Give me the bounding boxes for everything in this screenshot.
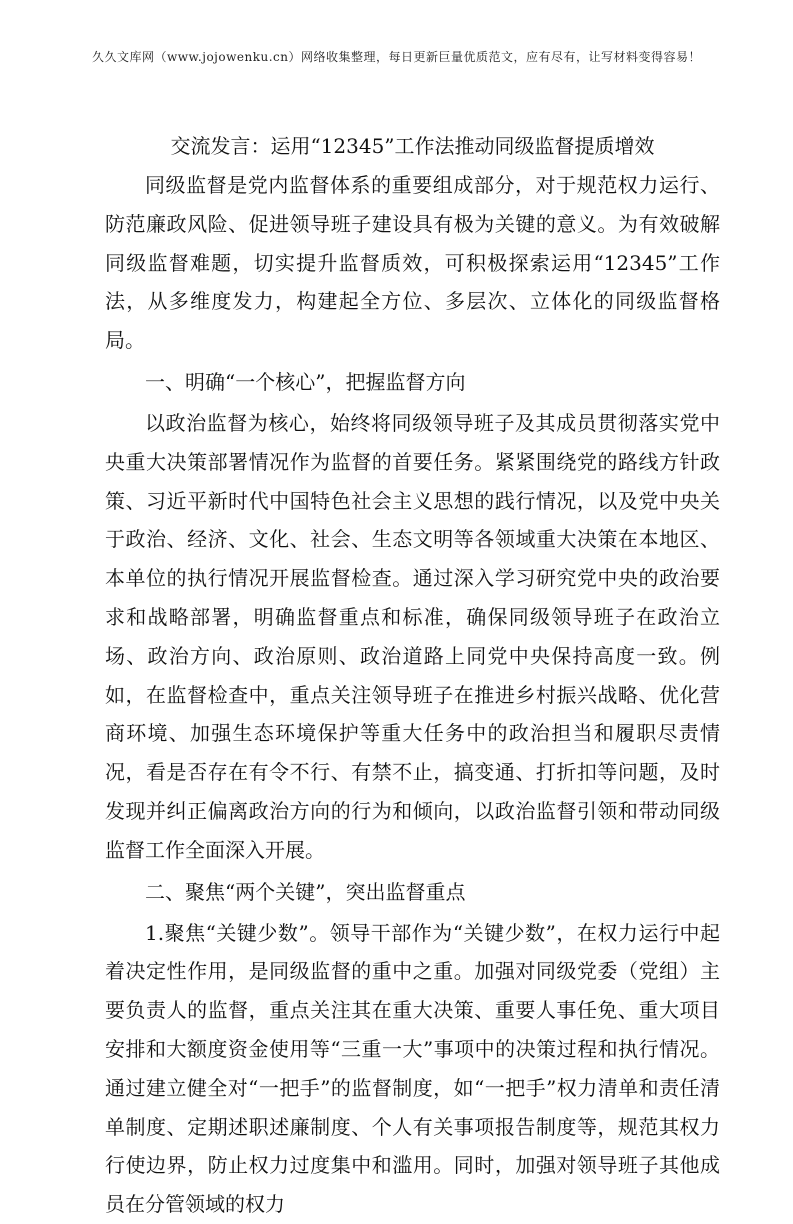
section-2-heading: 二、聚焦“两个关键”，突出监督重点	[145, 879, 466, 904]
intro-paragraph: 同级监督是党内监督体系的重要组成部分，对于规范权力运行、防范廉政风险、促进领导班子建设具有极为关键的意义。为有效破解同级监督难题，切实提升监督质效，可积极探索运用“12345”工作法，从多维度发力，构建起全方位、多层次、立体化的同级监督格局。	[105, 173, 720, 353]
section-2-paragraph: 1.聚焦“关键少数”。领导干部作为“关键少数”，在权力运行中起着决定性作用，是同级监督的重中之重。加强对同级党委（党组）主要负责人的监督，重点关注其在重大决策、重要人事任免、重大项目安排和大额度资金使用等“三重一大”事项中的决策过程和执行情况。通过建立健全对“一把手”的监督制度，如“一把手”权力清单和责任清单制度、定期述职述廉制度、个人有关事项报告制度等，规范其权力行使边界，防止权力过度集中和滥用。同时，加强对领导班子其他成员在分管领域的权力	[105, 920, 720, 1217]
document-title: 交流发言：运用“12345”工作法推动同级监督提质增效	[170, 134, 655, 158]
section-1-paragraph: 以政治监督为核心，始终将同级领导班子及其成员贯彻落实党中央重大决策部署情况作为监督的首要任务。紧紧围绕党的路线方针政策、习近平新时代中国特色社会主义思想的践行情况，以及党中央关于政治、经济、文化、社会、生态文明等各领域重大决策在本地区、本单位的执行情况开展监督检查。通过深入学习研究党中央的政治要求和战略部署，明确监督重点和标准，确保同级领导班子在政治立场、政治方向、政治原则、政治道路上同党中央保持高度一致。例如，在监督检查中，重点关注领导班子在推进乡村振兴战略、优化营商环境、加强生态环境保护等重大任务中的政治担当和履职尽责情况，看是否存在有令不行、有禁不止，搞变通、打折扣等问题，及时发现并纠正偏离政治方向的行为和倾向，以政治监督引领和带动同级监督工作全面深入开展。	[105, 410, 720, 862]
section-1-heading: 一、明确“一个核心”，把握监督方向	[145, 369, 466, 394]
document-body	[105, 126, 720, 1224]
header-note: 久久文库网（www.jojowenku.cn）网络收集整理，每日更新巨量优质范文，应有尽有，让写材料变得容易！	[92, 50, 701, 64]
